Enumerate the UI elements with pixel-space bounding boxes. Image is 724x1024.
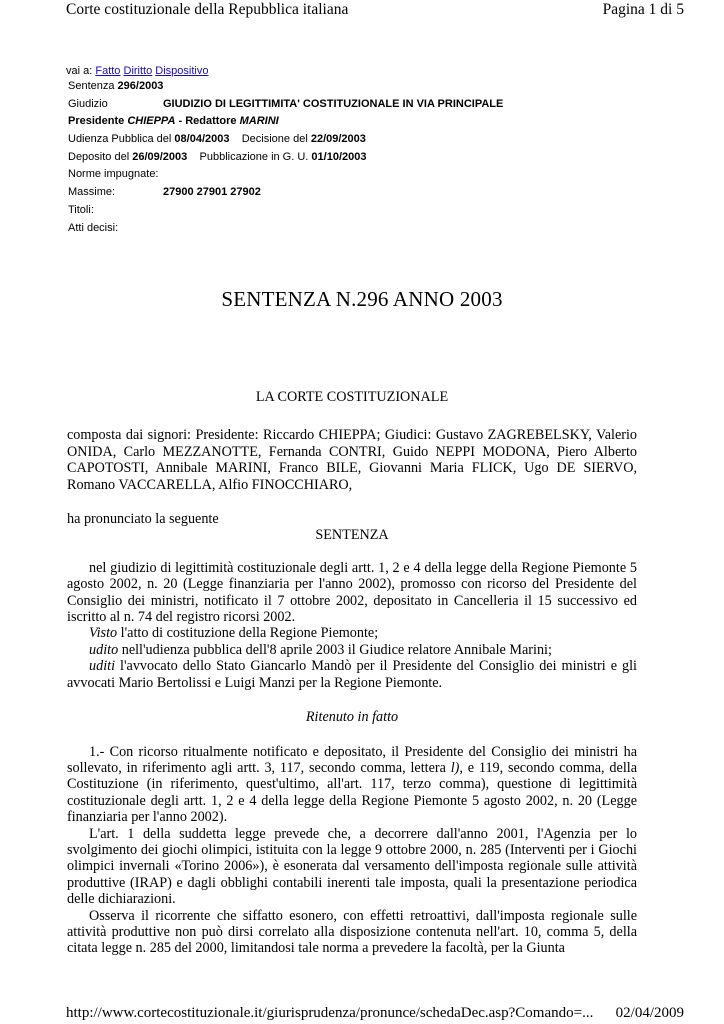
meta-row-atti: Atti decisi: [68, 221, 119, 234]
page-title: SENTENZA N.296 ANNO 2003 [221, 287, 503, 311]
sentenza-heading: SENTENZA [315, 527, 389, 544]
nav-prefix: vai a: [66, 65, 93, 77]
meta-row-giudizio: Giudizio GIUDIZIO DI LEGITTIMITA' COSTITUZIONALE IN VIA PRINCIPALE [68, 97, 504, 110]
meta-row-norme: Norme impugnate: [68, 168, 159, 181]
fact-paragraph-2: L'art. 1 della suddetta legge prevede che, a decorrere dall'anno 2001, l'Agenzia per lo svolgimento dei giochi olimpici, istituita con la legge 9 ottobre 2000, n. 285 (Interventi per i Giochi olimpici invernali «Torino 2006»), è esonerata dal versamento dell'imposta regionale sulle attività produttive (IRAP) e dagli obblighi contabili inerenti tale imposta, quali la presentazione periodica delle dichiarazioni. [67, 825, 637, 908]
footer-url: http://www.cortecostituzionale.it/giurisprudenza/pronunce/schedaDec.asp?Comando=... [66, 1005, 594, 1021]
court-heading: LA CORTE COSTITUZIONALE [255, 389, 449, 405]
decision-metadata [66, 64, 666, 237]
judgment-paragraph: nel giudizio di legittimità costituzionale degli artt. 1, 2 e 4 della legge della Regione Piemonte 5 agosto 2002, n. 20 (Legge finanziaria per l'anno 2002), promosso con ricorso del Presidente del Consiglio dei ministri, notificato il 7 ottobre 2002, depositato in Cancelleria il 15 successivo ed iscritto al n. 74 del registro ricorsi 2002. [67, 559, 637, 626]
meta-row-titoli: Titoli: [68, 203, 94, 216]
page-header [0, 0, 724, 24]
nav-link-diritto[interactable]: Diritto [123, 65, 153, 77]
uditi-paragraph: uditi l'avvocato dello Stato Giancarlo Mandò per il Presidente del Consiglio dei ministri e gli avvocati Mario Bertolissi e Luigi Manzi per la Regione Piemonte. [67, 658, 637, 691]
meta-row-massime: Massime: 27900 27901 27902 [68, 186, 261, 199]
nav-link-dispositivo[interactable]: Dispositivo [155, 65, 209, 77]
header-site-title: Corte costituzionale della Repubblica italiana [66, 1, 349, 18]
footer-date: 02/04/2009 [615, 1005, 684, 1021]
ritenuto-heading: Ritenuto in fatto [305, 709, 399, 726]
visto-paragraph: Visto l'atto di costituzione della Regione Piemonte; [89, 625, 379, 642]
meta-row-presidente: Presidente CHIEPPA - Redattore MARINI [68, 115, 279, 128]
fact-paragraph-3: Osserva il ricorrente che siffatto esonero, con effetti retroattivi, dall'imposta regionale sulle attività produttive non può dirsi correlato alla disposizione contenuta nell'art. 10, comma 5, della citata legge n. 285 del 2000, limitandosi tale norma a prevedere la facoltà, per la Giunta [67, 907, 637, 957]
decision-text [67, 389, 637, 957]
nav-link-fatto[interactable]: Fatto [95, 65, 121, 77]
page-footer [0, 1004, 724, 1024]
udito-paragraph: udito nell'udienza pubblica dell'8 aprile 2003 il Giudice relatore Annibale Marini; [89, 641, 552, 658]
nav-links [66, 64, 666, 78]
meta-row-deposito: Deposito del 26/09/2003 Pubblicazione in G. U. 01/10/2003 [68, 150, 367, 163]
meta-row-sentenza: Sentenza 296/2003 [68, 80, 164, 92]
pronounced-line: ha pronunciato la seguente [67, 511, 219, 528]
fact-paragraph-1: 1.- Con ricorso ritualmente notificato e depositato, il Presidente del Consiglio dei ministri ha sollevato, in riferimento agli artt. 3, 117, secondo comma, lettera l), e 119, secondo comma, della Costituzione (in riferimento, quest'ultimo, all'art. 117, terzo comma), questione di legittimità costituzionale degli artt. 1, 2 e 4 della legge della Regione Piemonte 5 agosto 2002, n. 20 (Legge finanziaria per l'anno 2002). [67, 743, 637, 826]
meta-row-udienza: Udienza Pubblica del 08/04/2003 Decisione del 22/09/2003 [68, 133, 366, 146]
court-composition: composta dai signori: Presidente: Riccardo CHIEPPA; Giudici: Gustavo ZAGREBELSKY, Valerio ONIDA, Carlo MEZZANOTTE, Fernanda CONTRI, Guido NEPPI MODONA, Piero Alberto CAPOTOSTI, Annibale MARINI, Franco BILE, Giovanni Maria FLICK, Ugo DE SIERVO, Romano VACCARELLA, Alfio FINOCCHIARO, [67, 427, 637, 493]
header-page-number: Pagina 1 di 5 [602, 1, 684, 18]
